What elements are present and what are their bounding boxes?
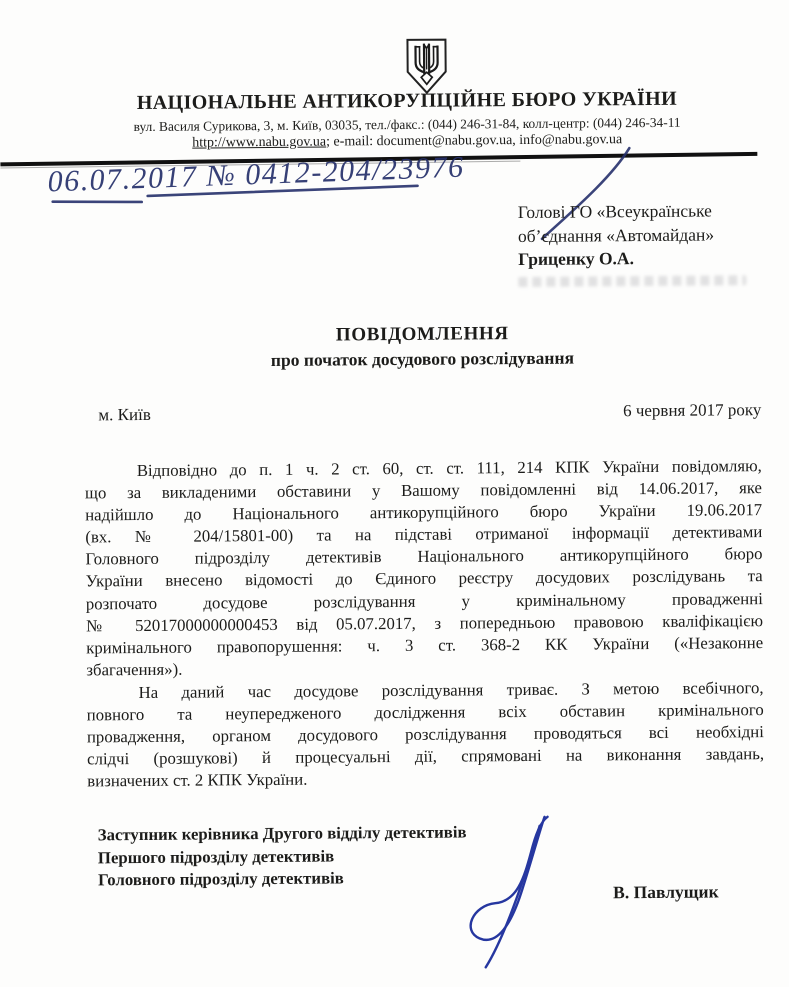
document-title (84, 321, 761, 372)
faded-text-smudge (518, 275, 746, 287)
text-line: розпочато досудове розслідування у кримінальному провадженні (85, 588, 763, 613)
paragraph-1 (85, 455, 764, 681)
text-line: № 52017000000000453 від 05.07.2017, з попередньою правовою кваліфікацією (85, 610, 764, 636)
text-line: Відповідно до п. 1 ч. 2 ст. 60, ст. ст. 111, 214 КПК України повідомляю, (136, 456, 762, 481)
text-line: України внесено відомості до Єдиного реєстру досудових розслідувань та (85, 566, 763, 591)
dateline-date: 6 червня 2017 року (622, 400, 762, 421)
org-emails: ; e-mail: document@nabu.gov.ua, info@nabu.gov.ua (326, 132, 623, 150)
org-address: вул. Василя Сурикова, 3, м. Київ, 03035, тел./факс.: (044) 246-31-84, колл-центр: (044) 246-34-11 (133, 114, 681, 135)
recipient-block (518, 199, 747, 286)
signatory-position (98, 821, 467, 891)
text-line: повного та неупередженого дослідження всіх обставин кримінального (86, 700, 764, 725)
paragraph-2 (86, 677, 764, 793)
text-line: На даний час досудове розслідування триває. З метою всебічного, (138, 678, 764, 703)
text-line: (вх. № 204/15801-00) та на підставі отриманої інформації детективами (85, 522, 763, 547)
recipient-name: Гриценку О.А. (518, 248, 634, 270)
dateline (84, 400, 761, 425)
text-line: що за викладеними обставини у Вашому повідомленні від 14.06.2017, яке (84, 478, 763, 503)
text-line: Головного підрозділу детективів (97, 868, 344, 890)
dateline-city: м. Київ (98, 404, 151, 425)
text-line: збагачення»). (86, 659, 183, 680)
text-line: надійшло до Національного антикорупційного бюро України 19.06.2017 (85, 500, 763, 525)
text-line: кримінального правопорушення: ч. 3 ст. 368-2 КК України («Незаконне (86, 632, 764, 658)
text-line: визначених ст. 2 КПК України. (87, 770, 308, 791)
recipient-line: Голові ГО «Всеукраїнське (517, 200, 712, 223)
handwritten-reference-number: 06.07.2017 № 0412-204/23976 (47, 150, 466, 199)
ukraine-trident-emblem (402, 38, 450, 96)
text-line: Першого підрозділу детективів (97, 845, 335, 867)
text-line: Заступник керівника Другого відділу детективів (97, 822, 467, 845)
text-line: провадження, органом досудового розслідування проводяться всі необхідні (86, 722, 764, 747)
org-name: НАЦІОНАЛЬНЕ АНТИКОРУПЦІЙНЕ БЮРО УКРАЇНИ (136, 87, 678, 115)
signatory-name: В. Павлущик (613, 881, 719, 903)
document-title-main: ПОВІДОМЛЕННЯ (335, 323, 509, 346)
org-website-link: http://www.nabu.gov.ua (192, 134, 327, 151)
recipient-line: об’єднання «Автомайдан» (517, 223, 715, 246)
text-line: слідчі (розшукові) й процесуальні дії, спрямовані на виконання завдань, (87, 744, 765, 769)
text-line: Головного підрозділу детективів Національного антикорупційного бюро (85, 544, 763, 569)
document-title-sub: про початок досудового розслідування (270, 347, 575, 370)
